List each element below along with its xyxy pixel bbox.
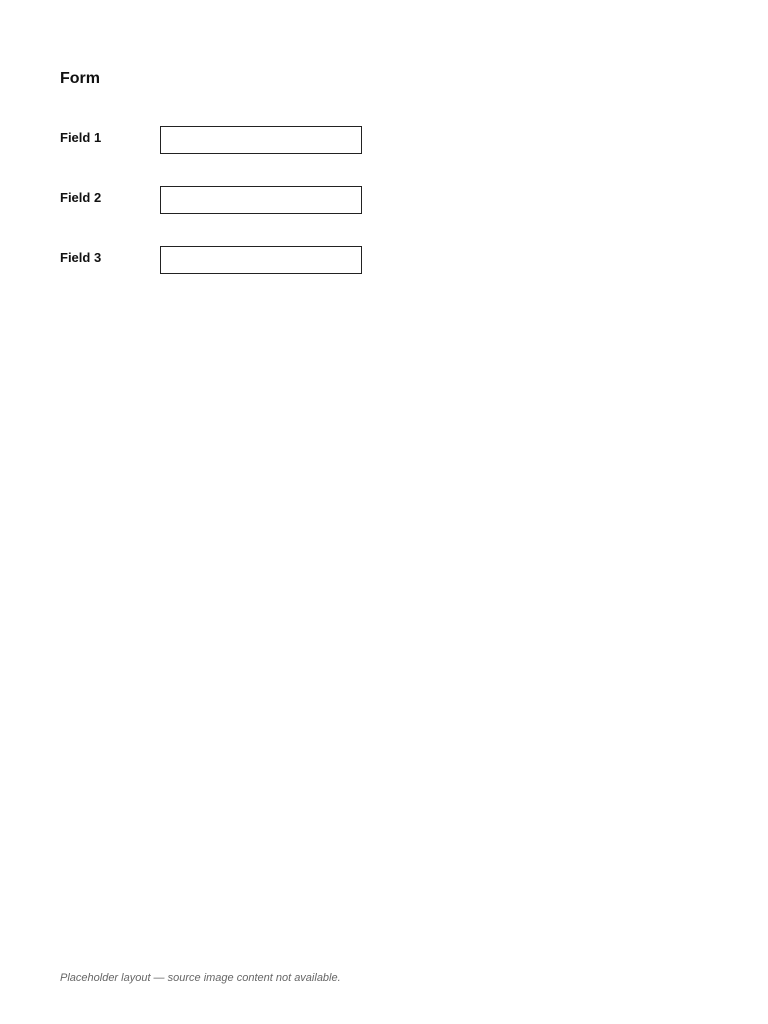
field-row <box>60 190 101 205</box>
field-label: Field 2 <box>60 190 102 205</box>
field-label: Field 1 <box>60 130 102 145</box>
field-input[interactable] <box>160 186 362 214</box>
field-input[interactable] <box>160 126 362 154</box>
field-input[interactable] <box>160 246 362 274</box>
placeholder-note: Placeholder layout — source image content not available. <box>60 972 341 984</box>
field-label: Field 3 <box>60 250 102 265</box>
field-row <box>60 130 101 145</box>
field-row <box>60 250 101 265</box>
form-title: Form <box>60 70 100 87</box>
